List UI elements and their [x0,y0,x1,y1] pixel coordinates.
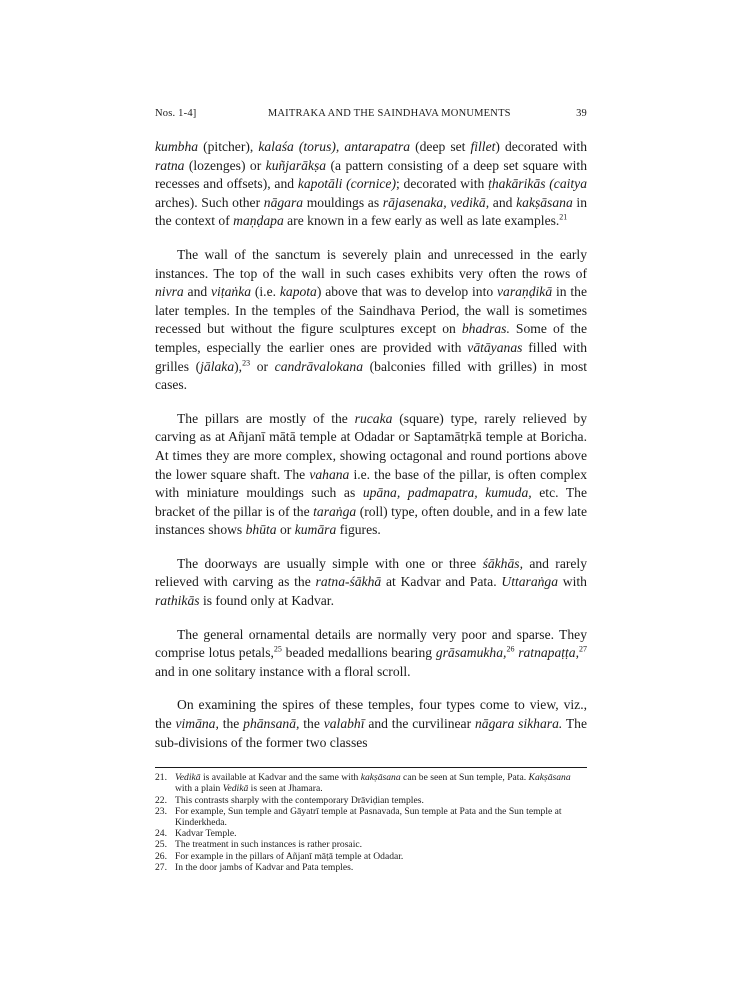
text-run: and [183,284,212,300]
footnote-number: 25. [155,839,167,851]
page-number: 39 [576,108,587,119]
text-run: i.e. the base of the pillar, is often complex with miniature mouldings such as [155,466,587,501]
text-run: at Kadvar and Pata. [381,574,502,590]
italic-term: maṇḍapa [233,213,284,229]
footnote-text [175,806,587,828]
text-run: For example in the pillars of Añjanī māṭā temple at Odadar. [175,850,404,862]
text-run: are known in a few early as well as late examples. [283,213,560,229]
italic-term: ṭhakārikās (caitya [488,176,588,192]
section-range: Nos. 1-4] [155,108,197,119]
footnote-text [175,851,587,862]
text-run: ) decorated with [495,139,588,154]
italic-term: kakṣāsana [516,194,573,210]
text-run: the [299,716,324,732]
text-run: with a plain [175,783,223,795]
text-run: ) above that was to develop into [316,284,497,300]
italic-term: Uttaraṅga [501,574,559,590]
page [155,108,587,873]
paragraph [155,246,587,395]
text-run: The general ornamental details are normally very poor and sparse. They comprise lotus petals, [155,626,587,661]
italic-term: nāgara [263,194,304,210]
body-text [155,138,587,752]
text-run: (deep set [410,139,471,154]
text-run: and rarely relieved with carving as the [155,555,587,590]
text-run: ; decorated with [395,176,489,192]
italic-term: Vedikā [175,772,201,784]
paragraph [155,410,587,540]
paragraph [155,626,587,682]
text-run: (a pattern consisting of a deep set square with recesses and offsets), and [155,157,587,192]
text-run: beaded medallions bearing [281,645,436,661]
text-run: is seen at Jhamara. [248,783,323,795]
italic-term: kakṣāsana [360,772,401,784]
italic-term: candrāvalokana [274,358,363,374]
italic-term: vimāna, [175,716,219,732]
text-run: or [276,522,295,538]
footnote [155,806,587,828]
text-run: The wall of the sanctum is severely plain and unrecessed in the early instances. The top of the wall in such cases exhibits very often the rows of [155,246,587,281]
text-run: The sub-divisions of the former two classes [155,716,587,750]
footnote-text [175,862,587,873]
text-run: mouldings as [303,194,383,210]
text-run: In the door jambs of Kadvar and Pata temples. [175,861,354,873]
footnote-text [175,839,587,850]
text-run: On examining the spires of these temples, four types come to view, viz., the [155,697,587,732]
text-run: and [489,194,517,210]
text-run: etc. The bracket of the pillar is of the [155,485,587,519]
footnote-ref: 26 [506,644,515,654]
footnote-text [175,795,587,806]
footnote-text [175,828,587,839]
text-run: (roll) type, often double, and in a few late instances shows [155,503,587,538]
text-run: and in one solitary instance with a floral scroll. [155,663,411,679]
text-run: (lozenges) or [184,157,266,173]
footnote [155,772,587,794]
text-run: is available at Kadvar and the same with [200,772,361,784]
text-run: (i.e. [251,284,280,300]
text-run: ), [234,358,243,374]
footnote-divider [155,767,587,768]
text-run: can be seen at Sun temple, Pata. [400,772,529,784]
footnote-ref: 21 [559,212,568,222]
text-run: For example, Sun temple and Gāyatrī temple at Pasnavada, Sun temple at Pata and the Sun temple at Kinderkheda. [175,805,562,829]
footnote-number: 23. [155,805,167,817]
italic-term: valabhī [323,716,365,732]
text-run: figures. [336,522,381,538]
footnote [155,862,587,873]
text-run: in the later temples. In the temples of the Saindhava Period, the wall is sometimes recessed but without the figure sculptures except on [155,284,587,337]
paragraph [155,696,587,752]
italic-term: viṭaṅka [211,284,252,300]
italic-term: kuñjarākṣa [265,157,327,173]
italic-term: rucaka [354,410,393,426]
footnote-number: 21. [155,772,167,784]
text-run: the [218,716,244,732]
italic-term: upāna, padmapatra, kumuda, [362,485,532,501]
running-head [155,108,587,126]
italic-term: grāsamukha, [435,645,507,661]
text-run: This contrasts sharply with the contemporary Drāviḍian temples. [175,794,424,806]
italic-term: Vedikā [222,783,249,795]
italic-term: rathikās [155,593,200,609]
text-run: (square) type, rarely relieved by carving as at Añjanī mātā temple at Odadar or Saptamātṛkā temple at Boricha. At times they are more complex, showing octagonal and round portions above the lower square shaft. The [155,410,587,482]
footnote-number: 22. [155,794,167,806]
text-run: or [250,358,275,374]
italic-term: nivra [155,284,184,300]
text-run: arches). Such other [155,194,264,210]
text-run: The doorways are usually simple with one or three [177,555,483,571]
text-run: (pitcher), [198,139,259,154]
italic-term: bhadras. [461,321,510,337]
footnote-number: 24. [155,828,167,840]
text-run: with [558,574,587,590]
footnote-ref: 27 [579,644,588,654]
paragraph [155,555,587,611]
footnote-text [175,772,587,794]
italic-term: bhūta [245,522,277,538]
italic-term: phānsanā, [243,716,300,732]
italic-term: nāgara sikhara. [474,716,563,732]
italic-term: fillet [470,139,496,154]
italic-term: rājasenaka, vedikā, [382,194,490,210]
footnote-number: 27. [155,861,167,873]
italic-term: kapotāli (cornice) [297,176,396,192]
italic-term: kalaśa (torus), antarapatra [258,139,411,154]
running-title: MAITRAKA AND THE SAINDHAVA MONUMENTS [267,108,511,119]
footnote-ref: 25 [273,644,282,654]
italic-term: śākhās, [482,555,523,571]
footnote-ref: 23 [242,358,251,367]
text-run: is found only at Kadvar. [199,593,334,609]
italic-term: vahana [309,466,350,482]
italic-term: Kakṣāsana [528,772,571,784]
italic-term: jālaka [200,358,235,374]
italic-term: taraṅga [313,503,357,519]
text-run: in the context of [155,194,587,229]
footnote [155,851,587,862]
text-run: (balconies filled with grilles) in most cases. [155,358,588,393]
text-run: and the curvilinear [364,716,475,732]
footnote-number: 26. [155,850,167,862]
italic-term: ratnapaṭṭa, [518,645,580,661]
text-run: The pillars are mostly of the [177,410,355,426]
italic-term: kumāra [294,522,337,538]
footnote [155,795,587,806]
text-run: The treatment in such instances is rather prosaic. [175,839,363,851]
italic-term: varaṇḍikā [497,284,553,300]
italic-term: kumbha [155,139,199,154]
footnote [155,828,587,839]
italic-term: ratna-śākhā [315,574,382,590]
text-run: Some of the temples, especially the earlier ones are provided with [155,321,587,355]
text-run: Kadvar Temple. [175,828,237,840]
paragraph [155,138,587,231]
italic-term: ratna [155,157,185,173]
italic-term: vātāyanas [467,339,523,355]
italic-term: kapota [279,284,317,300]
text-run: filled with grilles ( [155,339,587,374]
footnote [155,839,587,850]
footnotes [155,772,587,873]
